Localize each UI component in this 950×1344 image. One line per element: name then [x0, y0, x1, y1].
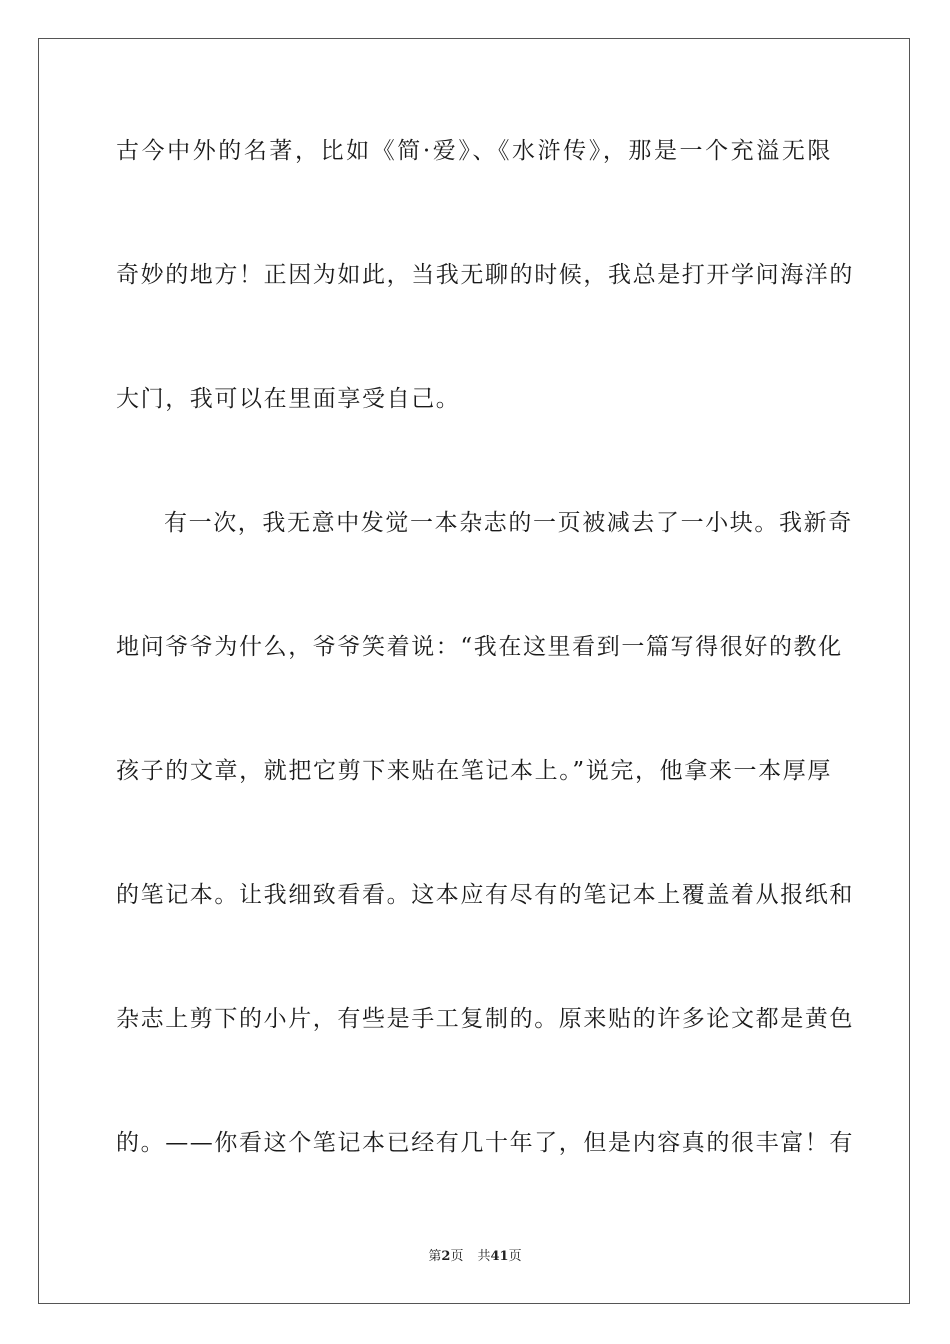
text-line: 孩子的文章，就把它剪下来贴在笔记本上。”说完，他拿来一本厚厚: [116, 758, 832, 784]
text-line: 的。——你看这个笔记本已经有几十年了，但是内容真的很丰富！有: [116, 1130, 854, 1156]
page-number: 第2页: [428, 1249, 464, 1264]
page-frame: [38, 38, 910, 1304]
text-line: 奇妙的地方！正因为如此，当我无聊的时候，我总是打开学问海洋的: [116, 262, 854, 288]
text-line: 古今中外的名著，比如《简·爱》、《水浒传》，那是一个充溢无限: [116, 138, 832, 164]
text-line: 的笔记本。让我细致看看。这本应有尽有的笔记本上覆盖着从报纸和: [116, 882, 854, 908]
page-footer: [0, 1248, 950, 1266]
text-line: 大门，我可以在里面享受自己。: [116, 386, 461, 412]
text-line: 地问爷爷为什么，爷爷笑着说：“我在这里看到一篇写得很好的教化: [116, 634, 843, 660]
paragraph-first-line: 有一次，我无意中发觉一本杂志的一页被减去了一小块。我新奇: [164, 510, 853, 536]
text-line: 杂志上剪下的小片，有些是手工复制的。原来贴的许多论文都是黄色: [116, 1006, 854, 1032]
page-total: 共41页: [477, 1249, 522, 1264]
